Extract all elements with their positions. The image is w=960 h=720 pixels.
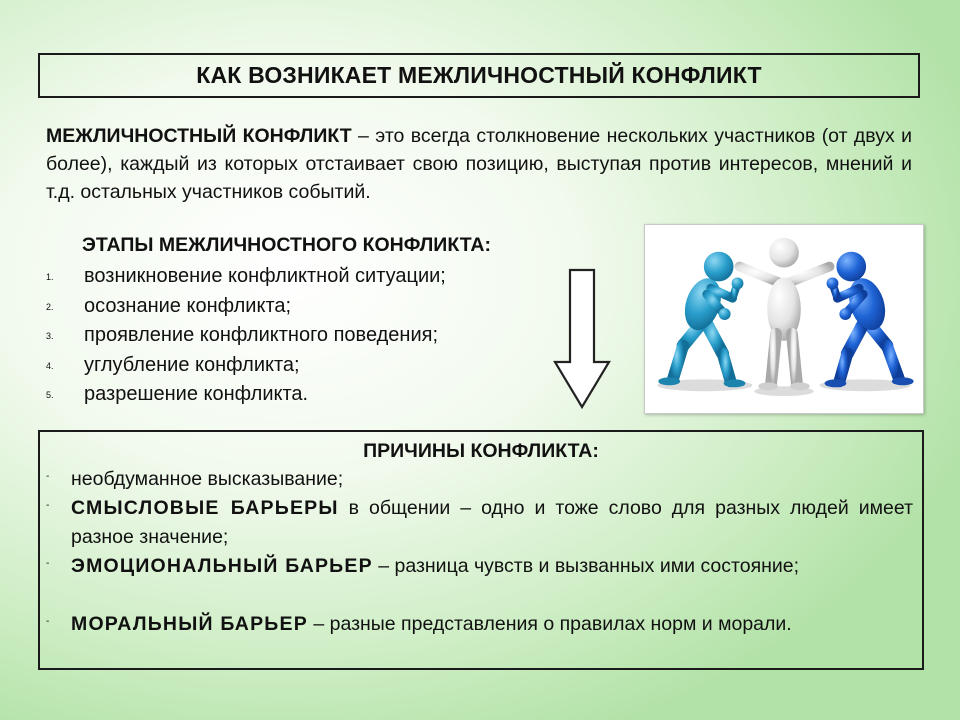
center-figure xyxy=(739,238,829,390)
cause-bullet: - xyxy=(46,558,50,569)
causes-title: ПРИЧИНЫ КОНФЛИКТА: xyxy=(363,440,599,462)
cause-text: – разница чувств и вызванных ими состояние; xyxy=(372,555,800,577)
title-box xyxy=(38,53,920,98)
stage-item xyxy=(46,292,446,322)
cause-text: – разные представления о правилах норм и морали. xyxy=(307,613,792,635)
page-title: КАК ВОЗНИКАЕТ МЕЖЛИЧНОСТНЫЙ КОНФЛИКТ xyxy=(196,62,762,88)
stage-label: осознание конфликта; xyxy=(84,294,292,317)
stage-label: возникновение конфликтной ситуации; xyxy=(84,265,446,287)
cause-text: в общении – одно и тоже слово для разных людей имеет разное значение; xyxy=(71,497,913,548)
stage-item xyxy=(46,262,446,292)
left-figure xyxy=(658,252,745,388)
stage-number: 5. xyxy=(46,390,54,400)
definition-paragraph xyxy=(46,122,912,206)
cause-term: ЭМОЦИОНАЛЬНЫЙ БАРЬЕР xyxy=(71,555,373,577)
causes-box xyxy=(38,430,924,670)
cause-text: необдуманное высказывание; xyxy=(71,468,344,490)
stage-label: углубление конфликта; xyxy=(84,353,300,376)
cause-item xyxy=(46,494,913,552)
stage-number: 2. xyxy=(46,301,54,312)
cause-term: СМЫСЛОВЫЕ БАРЬЕРЫ xyxy=(71,497,339,519)
figures-svg xyxy=(645,225,923,413)
right-figure xyxy=(825,252,914,388)
cause-bullet: - xyxy=(46,500,50,511)
stage-number: 1. xyxy=(46,272,54,282)
stage-label: проявление конфликтного поведения; xyxy=(84,324,439,346)
stage-label: разрешение конфликта. xyxy=(84,383,309,405)
definition-term: МЕЖЛИЧНОСТНЫЙ КОНФЛИКТ xyxy=(46,125,352,147)
stage-number: 3. xyxy=(46,331,54,341)
cause-item xyxy=(46,552,913,581)
cause-item xyxy=(46,465,913,494)
down-arrow-icon xyxy=(552,268,612,410)
stage-item xyxy=(46,321,446,351)
cause-item xyxy=(46,610,913,639)
definition-text: – это всегда столкновение нескольких участников (от двух и более), каждый из которых отстаивает свою позицию, выступая против интересов, мнений и т.д. остальных участников событий. xyxy=(46,125,913,203)
stage-item xyxy=(46,380,446,410)
cause-bullet: - xyxy=(46,616,50,627)
cause-bullet: - xyxy=(46,471,50,482)
conflict-figures-illustration xyxy=(644,224,924,414)
stages-title: ЭТАПЫ МЕЖЛИЧНОСТНОГО КОНФЛИКТА: xyxy=(82,234,491,256)
cause-term: МОРАЛЬНЫЙ БАРЬЕР xyxy=(71,613,308,635)
stage-number: 4. xyxy=(46,360,54,371)
stages-list xyxy=(46,262,446,410)
stage-item xyxy=(46,351,446,381)
